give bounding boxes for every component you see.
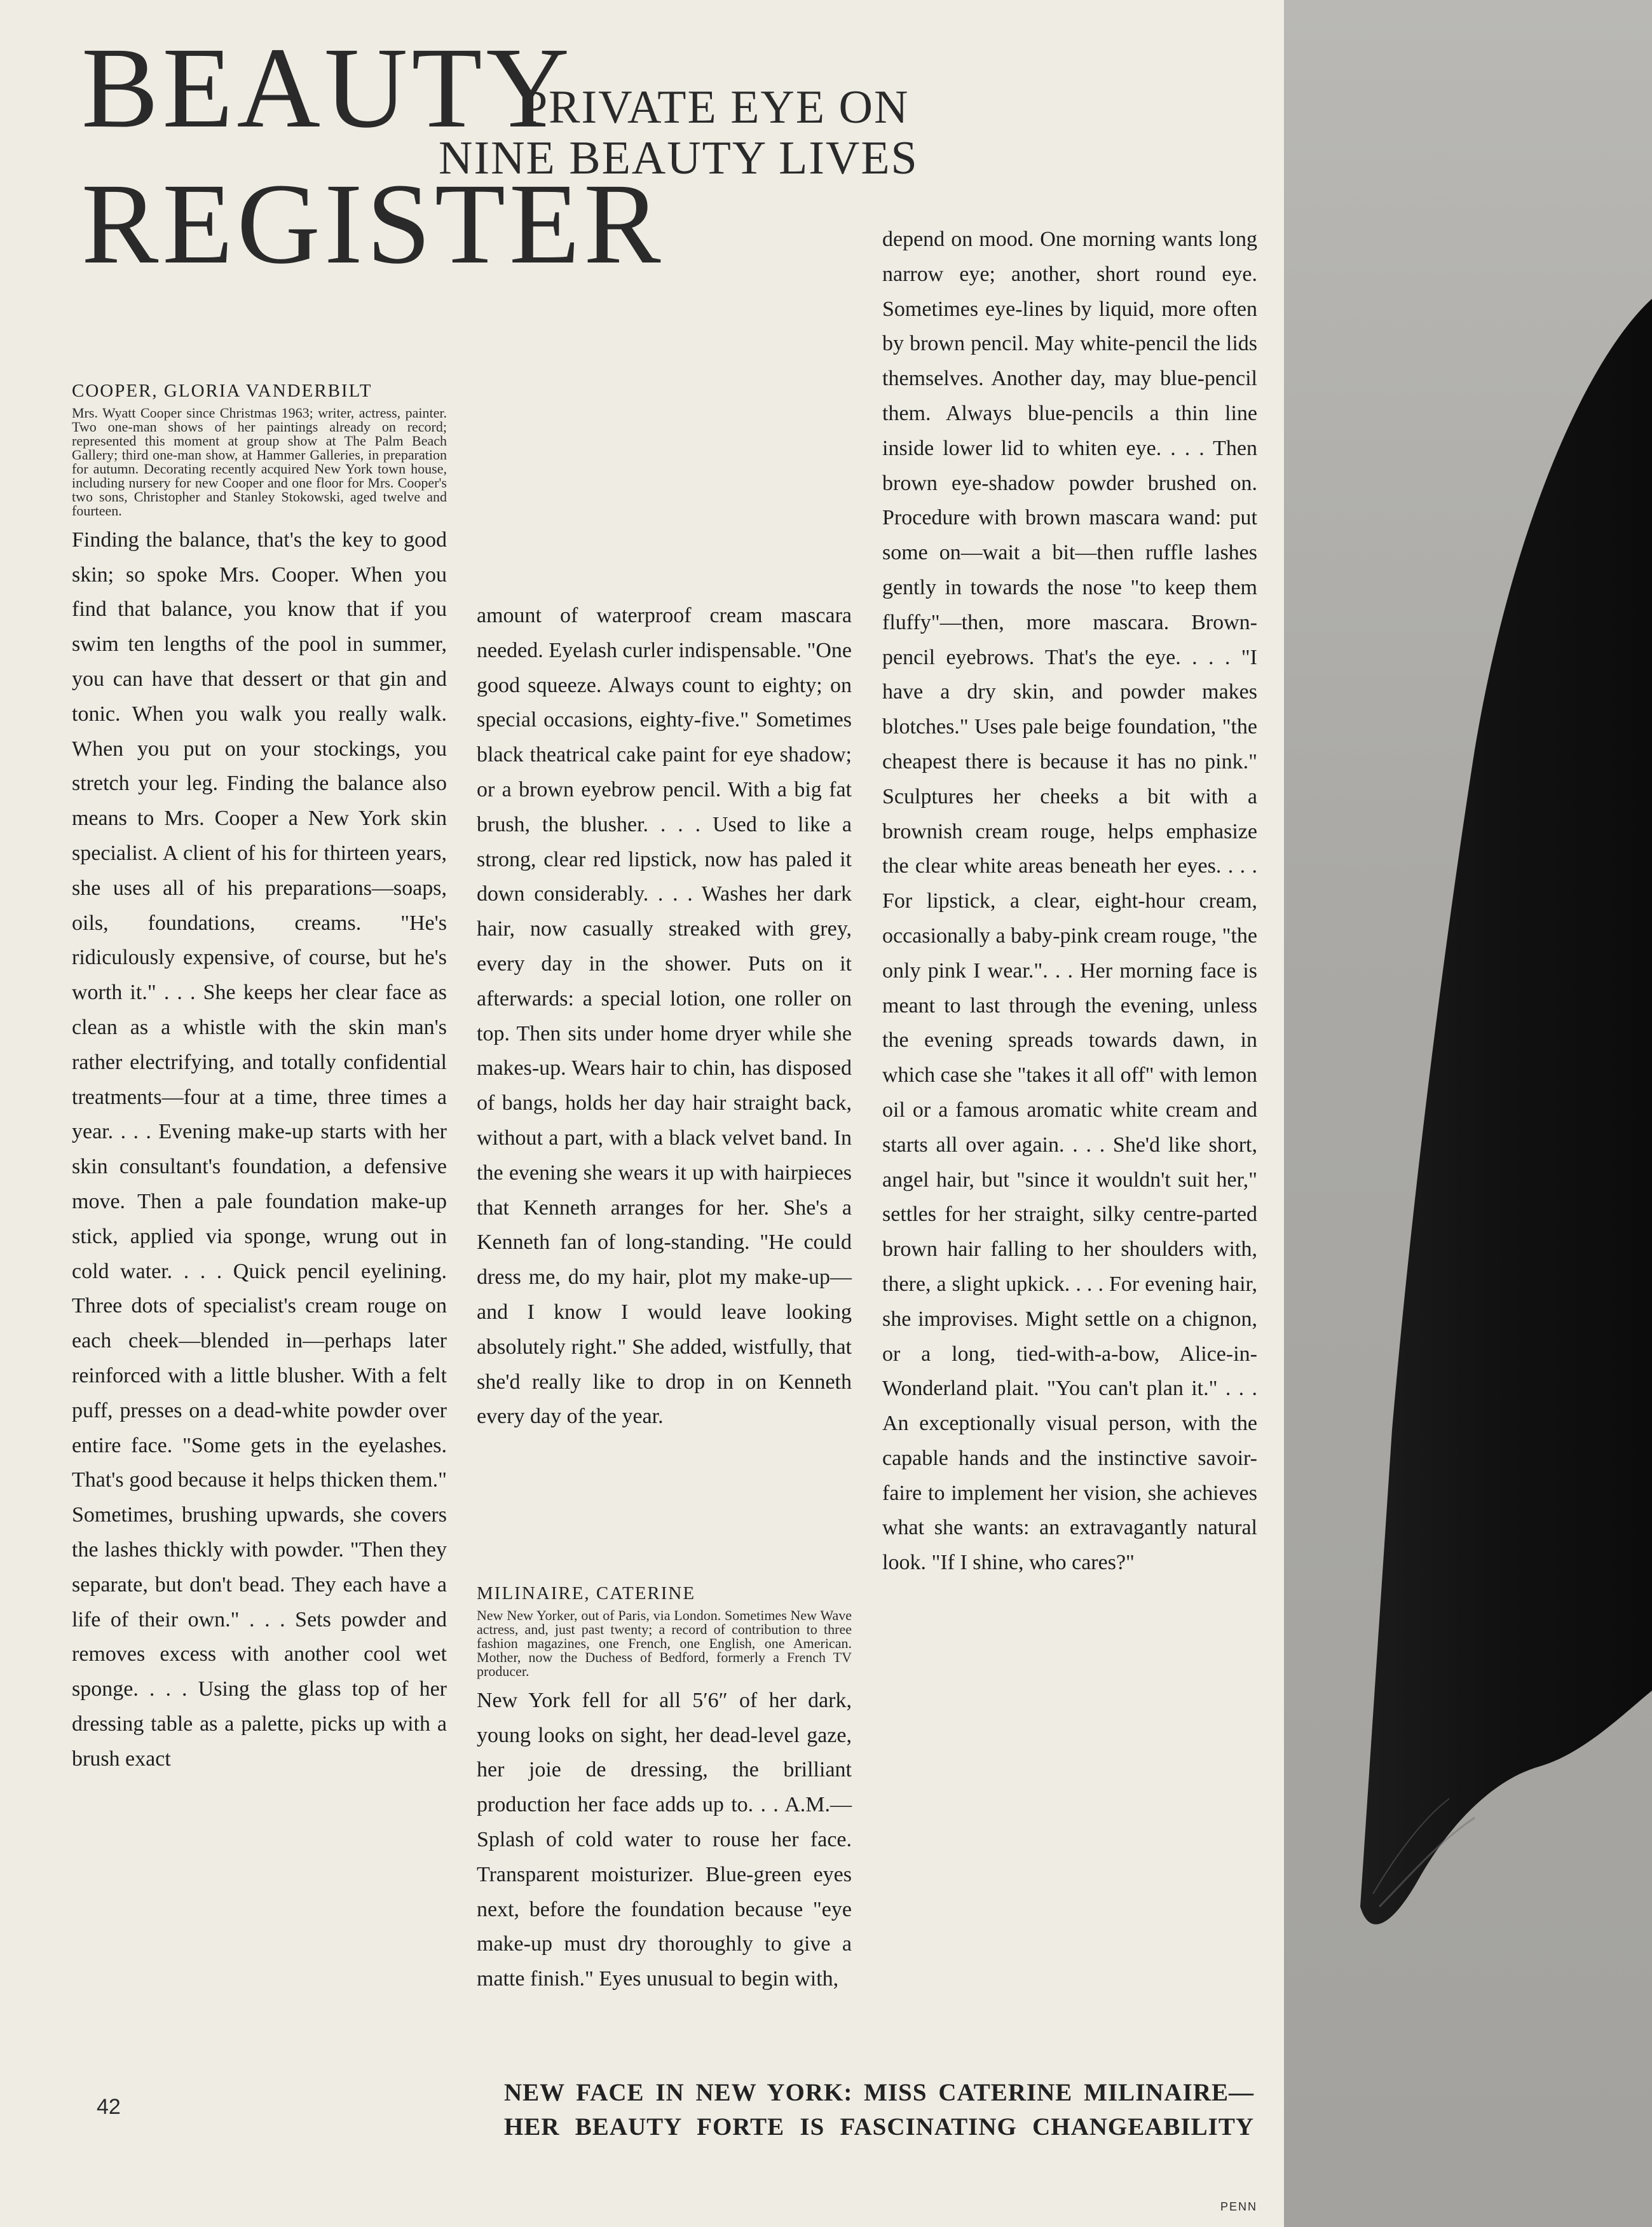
cooper-entry-note: Mrs. Wyatt Cooper since Christmas 1963; writer, actress, painter. Two one-man shows of her paintings already on record; represented this moment at group show at The Palm Beach Gallery; third one-man show, at Hammer Galleries, in preparation for autumn. Decorating recently acquired New York town house, including nursery for new Cooper and one floor for Mrs. Cooper's two sons, Christopher and Stanley Stokowski, aged twelve and fourteen.	[72, 404, 447, 519]
cooper-text-col2: amount of waterproof cream mascara needed. Eyelash curler indispensable. "One good squeeze. Always count to eighty; on special occasions, eighty-five." Sometimes black theatrical cake paint for eye shadow; or a brown eyebrow pencil. With a big fat brush, the blusher. . . . Used to like a strong, clear red lipstick, now has paled it down considerably. . . . Washes her dark hair, now casually streaked with grey, every day in the shower. Puts on it afterwards: a special lotion, one roller on top. Then sits under home dryer while she makes-up. Wears hair to chin, has disposed of bangs, holds her day hair straight back, without a part, with a black velvet band. In the evening she wears it up with hairpieces that Kenneth arranges for her. She's a Kenneth fan of long-standing. "He could dress me, do my hair, plot my make-up—and I know I would leave looking absolutely right." She added, wistfully, that she'd really like to drop in on Kenneth every day of the year.	[477, 604, 852, 1429]
caption-line-1: NEW FACE IN NEW YORK: MISS CATERINE MILINAIRE—	[504, 2079, 1254, 2106]
milinaire-text-col2: New York fell for all 5′6″ of her dark, young looks on sight, her dead-level gaze, her joie de dressing, the brilliant production her face adds up to. . . A.M.—Splash of cold water to rouse her face. Transparent moisturizer. Blue-green eyes next, before the foundation because "eye make-up must dry thoroughly to give a matte finish." Eyes unusual to begin with,	[477, 1688, 852, 1991]
hair-shape	[1360, 299, 1652, 1924]
milinaire-entry-note: New New Yorker, out of Paris, via London. Sometimes New Wave actress, and, just past twenty; a record of contribution to three fashion magazines, one French, one English, one American. Mother, now the Duchess of Bedford, formerly a French TV producer.	[477, 1607, 852, 1679]
milinaire-entry-name: MILINAIRE, CATERINE	[477, 1583, 696, 1604]
hair-silhouette	[1284, 0, 1652, 2227]
title-register: REGISTER	[81, 160, 665, 288]
cooper-entry-name: COOPER, GLORIA VANDERBILT	[72, 381, 372, 401]
column-2-milinaire	[477, 1583, 852, 1997]
page-number: 42	[97, 2095, 121, 2119]
column-2	[477, 599, 852, 1434]
milinaire-text-col3: depend on mood. One morning wants long narrow eye; another, short round eye. Sometimes eye-lines by liquid, more often by brown pencil. May white-pencil the lids themselves. Another day, may blue-pencil them. Always blue-pencils a thin line inside lower lid to whiten eye. . . . Then brown eye-shadow powder brushed on. Procedure with brown mascara wand: put some on—wait a bit—then ruffle lashes gently in towards the nose "to keep them fluffy"—then, more mascara. Brown-pencil eyebrows. That's the eye. . . . "I have a dry skin, and powder makes blotches." Uses pale beige foundation, "the cheapest there is because it has no pink." Sculptures her cheeks a bit with a brownish cream rouge, helps emphasize the clear white areas beneath her eyes. . . . For lipstick, a clear, eight-hour cream, occasionally a baby-pink cream rouge, "the only pink I wear.". . . Her morning face is meant to last through the evening, unless the evening spreads towards dawn, in which case she "takes it all off" with lemon oil or a famous aromatic white cream and starts all over again. . . . She'd like short, angel hair, but "since it wouldn't suit her," settles for her straight, silky centre-parted brown hair falling to her shoulders with, there, a slight upkick. . . . For evening hair, she improvises. Might settle on a chignon, or a long, tied-with-a-bow, Alice-in-Wonderland plait. "You can't plan it." . . . An exceptionally visual person, with the capable hands and the instinctive savoir-faire to implement her vision, she achieves what she wants: an extravagantly natural look. "If I shine, who cares?"	[882, 228, 1257, 1575]
subtitle-line-2: NINE BEAUTY LIVES	[439, 132, 918, 184]
column-3	[882, 222, 1257, 1581]
column-1	[72, 380, 447, 1776]
cooper-text-col1: Finding the balance, that's the key to good skin; so spoke Mrs. Cooper. When you find that balance, you know that if you swim ten lengths of the pool in summer, you can have that dessert or that gin and tonic. When you walk you really walk. When you put on your stockings, you stretch your leg. Finding the balance also means to Mrs. Cooper a New York skin specialist. A client of his for thirteen years, she uses all of his preparations—soaps, oils, foundations, creams. "He's ridiculously expensive, of course, but he's worth it." . . . She keeps her clear face as clean as a whistle with the skin man's rather electrifying, and totally confidential treatments—four at a time, three times a year. . . . Evening make-up starts with her skin consultant's foundation, a defensive move. Then a pale foundation make-up stick, applied via sponge, wrung out in cold water. . . . Quick pencil eyelining. Three dots of specialist's cream rouge on each cheek—blended in—perhaps later reinforced with a little blusher. With a felt puff, presses on a dead-white powder over entire face. "Some gets in the eyelashes. That's good because it helps thicken them." Sometimes, brushing upwards, she covers the lashes thickly with powder. "Then they separate, but don't bead. They each have a life of their own." . . . Sets powder and removes excess with another cool wet sponge. . . . Using the glass top of her dressing table as a palette, picks up with a brush exact	[72, 528, 447, 1771]
title-beauty: BEAUTY	[81, 24, 574, 152]
photo-caption	[504, 2076, 1254, 2144]
portrait-photo	[1284, 0, 1652, 2227]
photo-credit: PENN	[1220, 2200, 1258, 2213]
subtitle-line-1: PRIVATE EYE ON	[521, 81, 910, 133]
caption-line-2: HER BEAUTY FORTE IS FASCINATING CHANGEABILITY	[504, 2113, 1254, 2141]
